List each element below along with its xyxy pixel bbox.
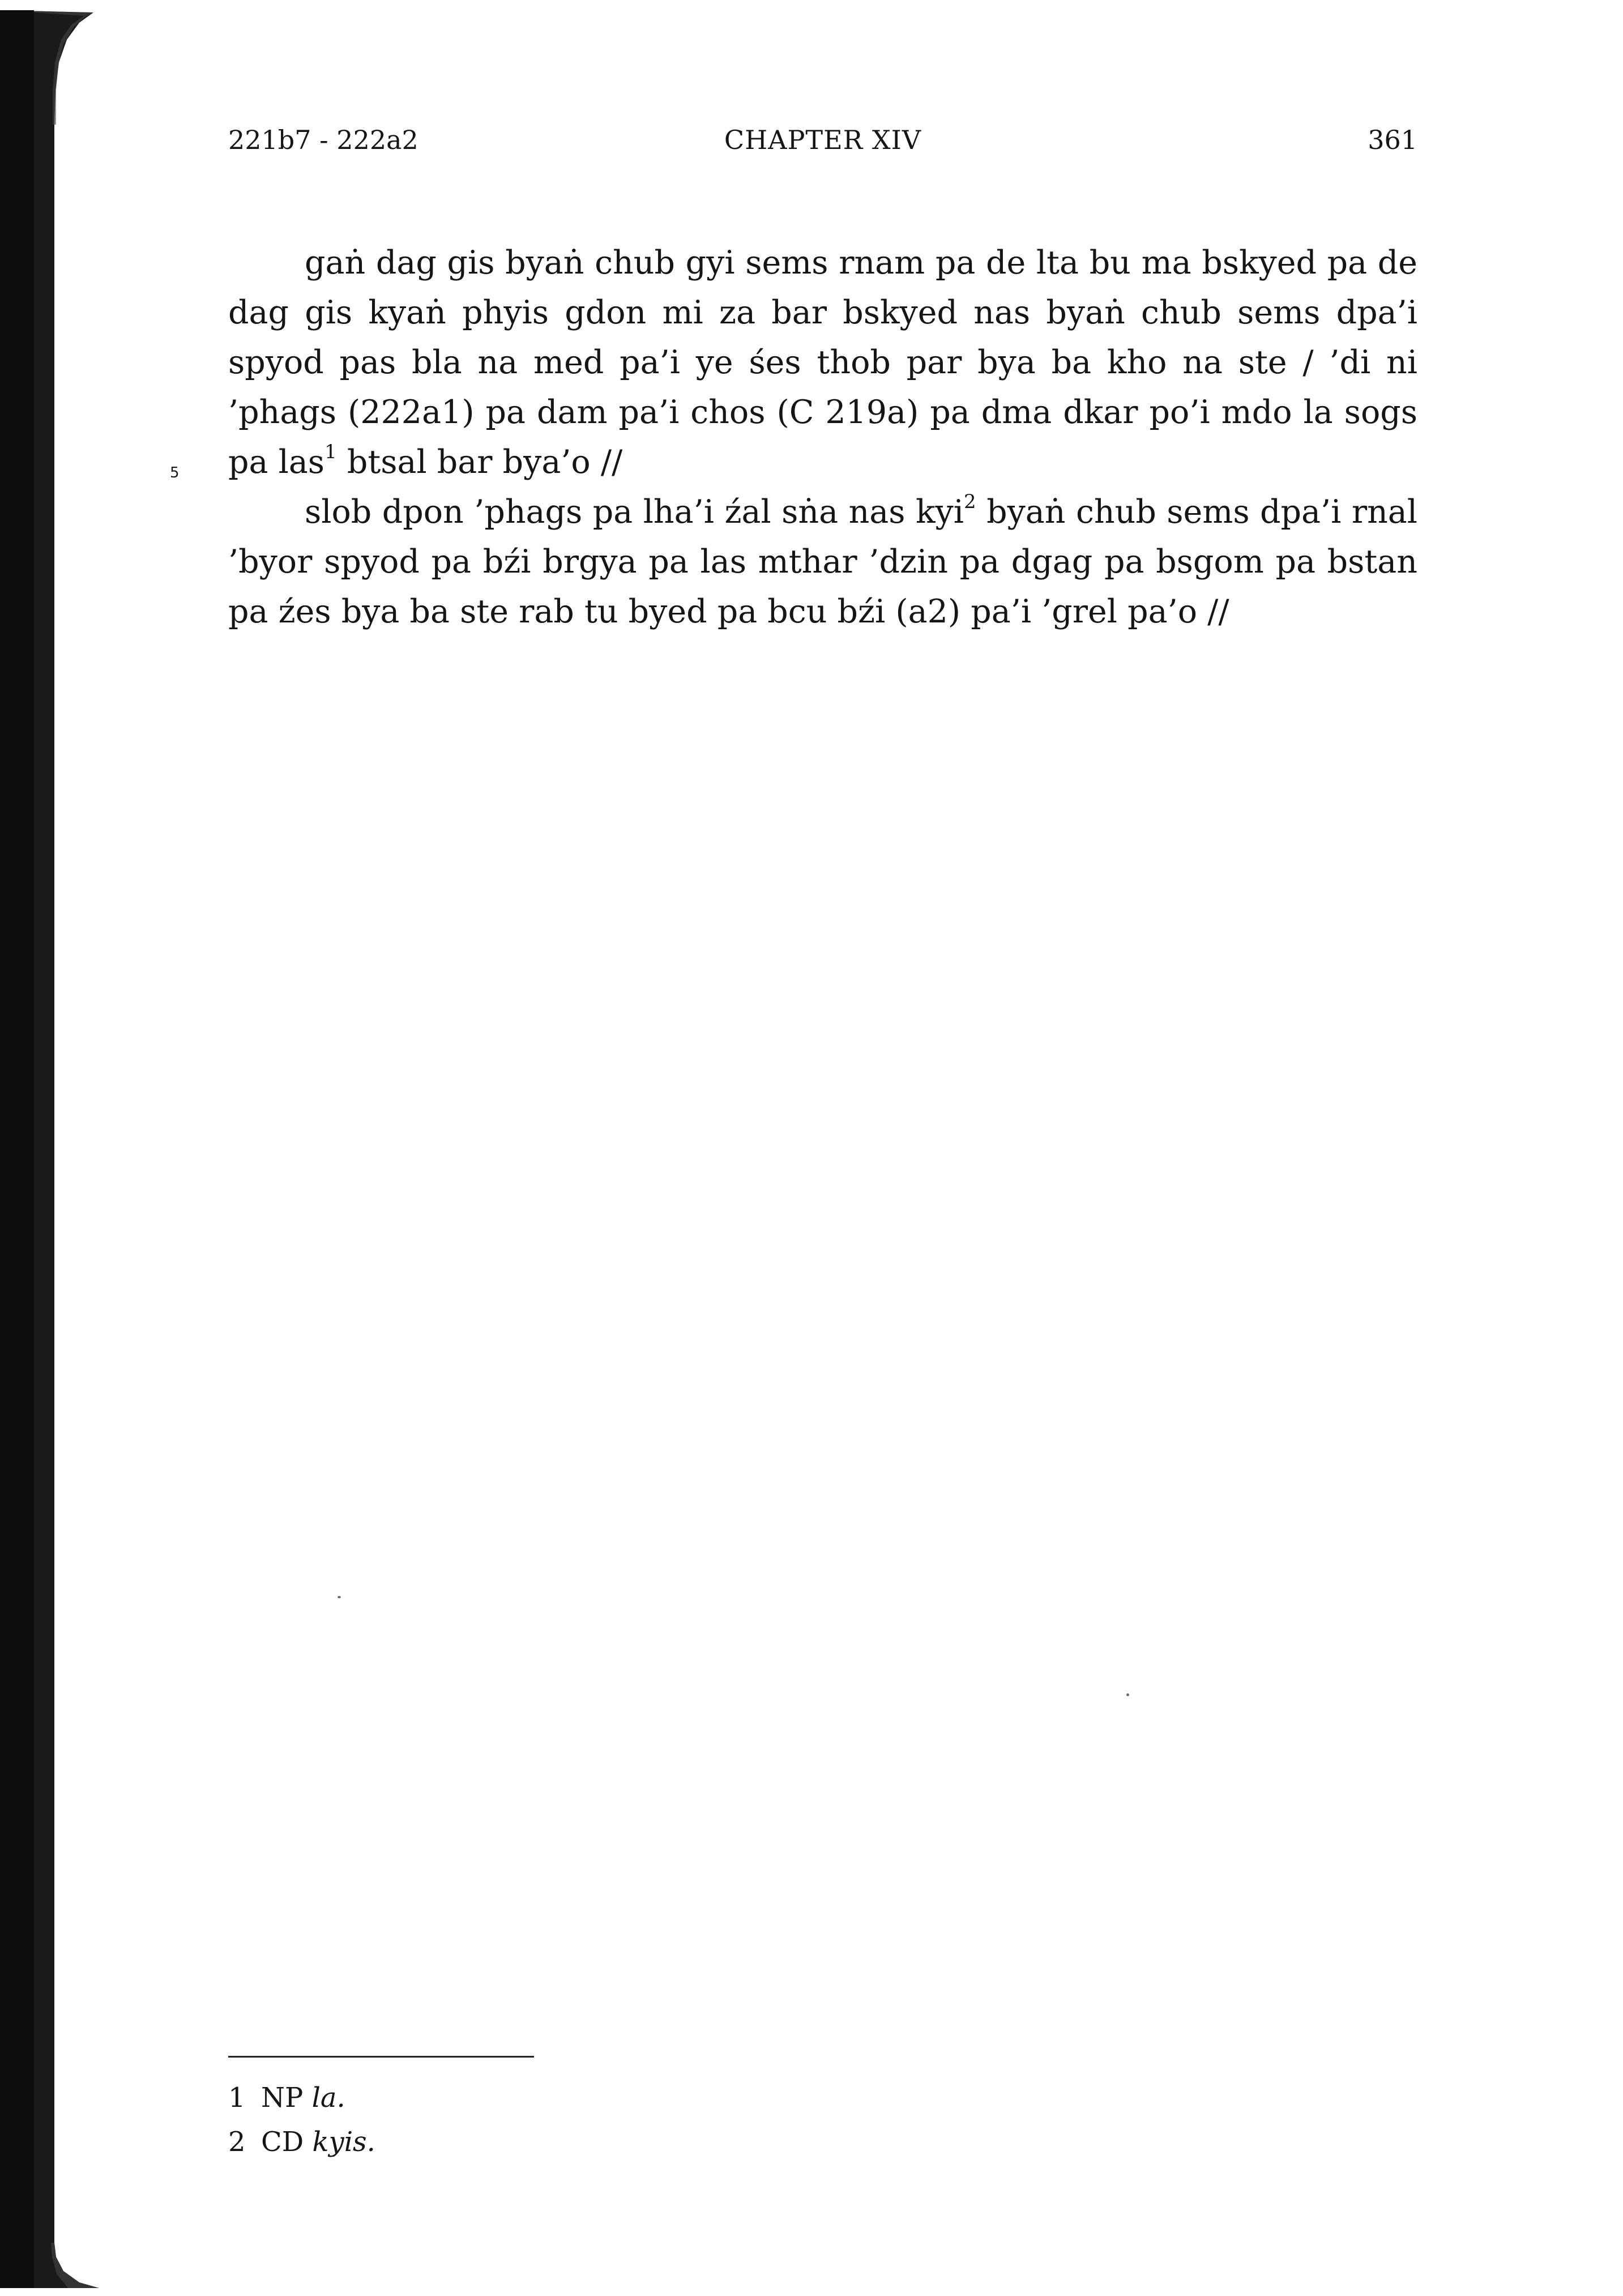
- text-line: pas bla na med pa’i ye śes thob par bya ba kho na ste / ’di ni ’phags: [228, 344, 1417, 431]
- running-header: [228, 125, 1417, 170]
- footnote-reading: la.: [311, 2082, 345, 2114]
- footnote-number: 2: [228, 2126, 246, 2158]
- footnote-1: [228, 2076, 375, 2120]
- footnote-divider: [228, 2056, 534, 2058]
- footnote-number: 1: [228, 2082, 246, 2114]
- text-segment: byaṅ chub sems dpa’i rnal ’byor spyod pa bźi brgya pa las mthar ’dzin pa dgag pa bsgom pa bstan pa źes bya ba ste rab tu byed pa bcu bźi (a2) pa’i ’grel pa’o //: [228, 493, 1418, 630]
- page-number: 361: [1368, 125, 1417, 155]
- folio-range: 221b7 - 222a2: [228, 125, 418, 155]
- binding-edge-shadow: [0, 0, 113, 2296]
- footnote-reading: kyis.: [312, 2126, 375, 2158]
- text-segment: slob dpon ’phags pa lha’i źal sṅa nas kyi: [305, 493, 964, 531]
- text-line: (222a1) pa dam pa’i chos (C 219a) pa dma dkar po’i mdo la sogs pa las: [228, 394, 1417, 481]
- footnote-ref-1[interactable]: 1: [324, 441, 337, 463]
- footnote-2: [228, 2120, 375, 2164]
- main-text: [228, 238, 1417, 637]
- footnotes: [228, 2076, 375, 2164]
- paragraph-1: [228, 238, 1417, 487]
- paper-speck: [1126, 1693, 1129, 1696]
- text-line: dag gis kyaṅ phyis gdon mi za bar bskyed nas byaṅ chub sems dpa’i spyod: [228, 294, 1417, 381]
- text-line: btsal bar bya’o //: [347, 443, 623, 481]
- chapter-heading: CHAPTER XIV: [724, 125, 922, 155]
- footnote-sigla: CD: [261, 2126, 304, 2158]
- paragraph-2: [228, 487, 1417, 637]
- footnote-sigla: NP: [261, 2082, 304, 2114]
- line-number-marker: 5: [170, 464, 180, 481]
- text-line: gaṅ dag gis byaṅ chub gyi sems rnam pa de lta bu ma bskyed pa de: [305, 244, 1417, 281]
- footnote-ref-2[interactable]: 2: [964, 490, 976, 513]
- paper-speck: [338, 1596, 341, 1598]
